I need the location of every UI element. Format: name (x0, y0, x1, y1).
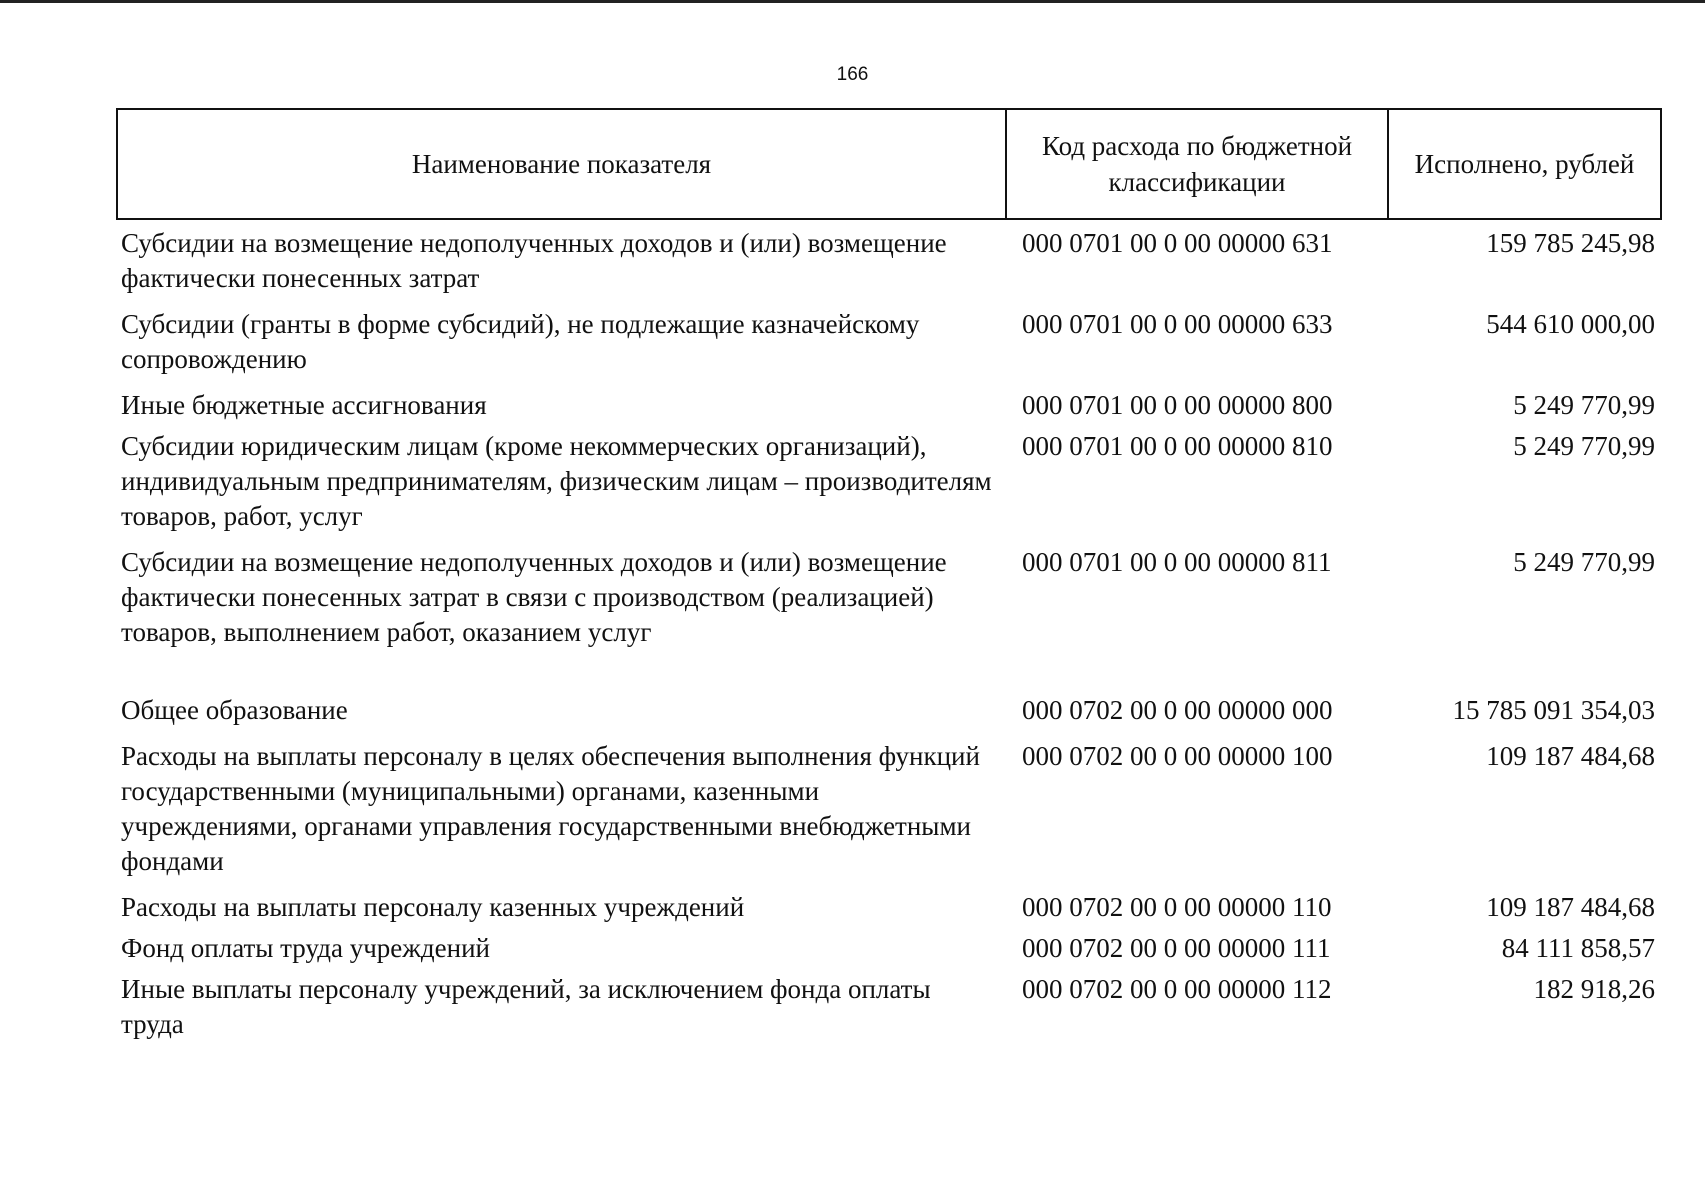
table-row (117, 653, 1661, 731)
header-row (117, 109, 1661, 219)
row-code: 000 0701 00 0 00 00000 633 (1022, 309, 1333, 339)
table-row (117, 882, 1661, 928)
row-name: Субсидии на возмещение недополученных доходов и (или) возмещение фактически понесенных затрат (121, 228, 947, 293)
row-name: Общее образование (121, 695, 348, 725)
row-amount: 5 249 770,99 (1513, 431, 1655, 461)
page-number: 166 (836, 64, 869, 85)
row-code: 000 0701 00 0 00 00000 800 (1022, 390, 1333, 420)
row-name: Субсидии на возмещение недополученных доходов и (или) возмещение фактически понесенных затрат в связи с производством (реализацией) товаров, выполнением работ, оказанием услуг (121, 547, 947, 647)
row-code: 000 0701 00 0 00 00000 811 (1022, 547, 1332, 577)
row-amount: 544 610 000,00 (1486, 309, 1655, 339)
table-row (117, 299, 1661, 380)
row-amount: 15 785 091 354,03 (1452, 695, 1655, 725)
row-name: Расходы на выплаты персоналу казенных учреждений (121, 892, 745, 922)
row-amount: 182 918,26 (1533, 974, 1655, 1004)
row-amount: 159 785 245,98 (1486, 228, 1655, 258)
table-row (117, 380, 1661, 426)
row-name: Фонд оплаты труда учреждений (121, 933, 490, 963)
row-name: Расходы на выплаты персоналу в целях обеспечения выполнения функций государственными (муниципальными) органами, казенными учреждениями, органами управления государственными внебюджетными фондами (121, 741, 980, 876)
row-name: Субсидии юридическим лицам (кроме некоммерческих организаций), индивидуальным предпринимателям, физическим лицам – производителям товаров, работ, услуг (121, 431, 992, 531)
header-amount: Исполнено, рублей (1388, 109, 1661, 219)
row-code: 000 0702 00 0 00 00000 111 (1022, 933, 1331, 963)
row-name: Иные бюджетные ассигнования (121, 390, 487, 420)
table-row (117, 928, 1661, 969)
table-row (117, 731, 1661, 882)
header-code: Код расхода по бюджетной классификации (1006, 109, 1388, 219)
row-code: 000 0702 00 0 00 00000 000 (1022, 695, 1333, 725)
row-code: 000 0701 00 0 00 00000 810 (1022, 431, 1333, 461)
row-code: 000 0702 00 0 00 00000 112 (1022, 974, 1332, 1004)
row-code: 000 0701 00 0 00 00000 631 (1022, 228, 1333, 258)
table-row (117, 219, 1661, 299)
row-amount: 5 249 770,99 (1513, 547, 1655, 577)
table-row (117, 969, 1661, 1045)
budget-execution-table (116, 108, 1662, 1045)
row-amount: 84 111 858,57 (1501, 933, 1655, 963)
row-amount: 5 249 770,99 (1513, 390, 1655, 420)
row-code: 000 0702 00 0 00 00000 110 (1022, 892, 1332, 922)
table-body (117, 219, 1661, 1045)
top-border-line (0, 0, 1705, 3)
row-amount: 109 187 484,68 (1486, 892, 1655, 922)
row-name: Субсидии (гранты в форме субсидий), не подлежащие казначейскому сопровождению (121, 309, 920, 374)
row-code: 000 0702 00 0 00 00000 100 (1022, 741, 1333, 771)
table-header (117, 109, 1661, 219)
row-name: Иные выплаты персоналу учреждений, за исключением фонда оплаты труда (121, 974, 931, 1039)
header-name: Наименование показателя (117, 109, 1006, 219)
table-row (117, 537, 1661, 653)
row-amount: 109 187 484,68 (1486, 741, 1655, 771)
table-row (117, 426, 1661, 537)
